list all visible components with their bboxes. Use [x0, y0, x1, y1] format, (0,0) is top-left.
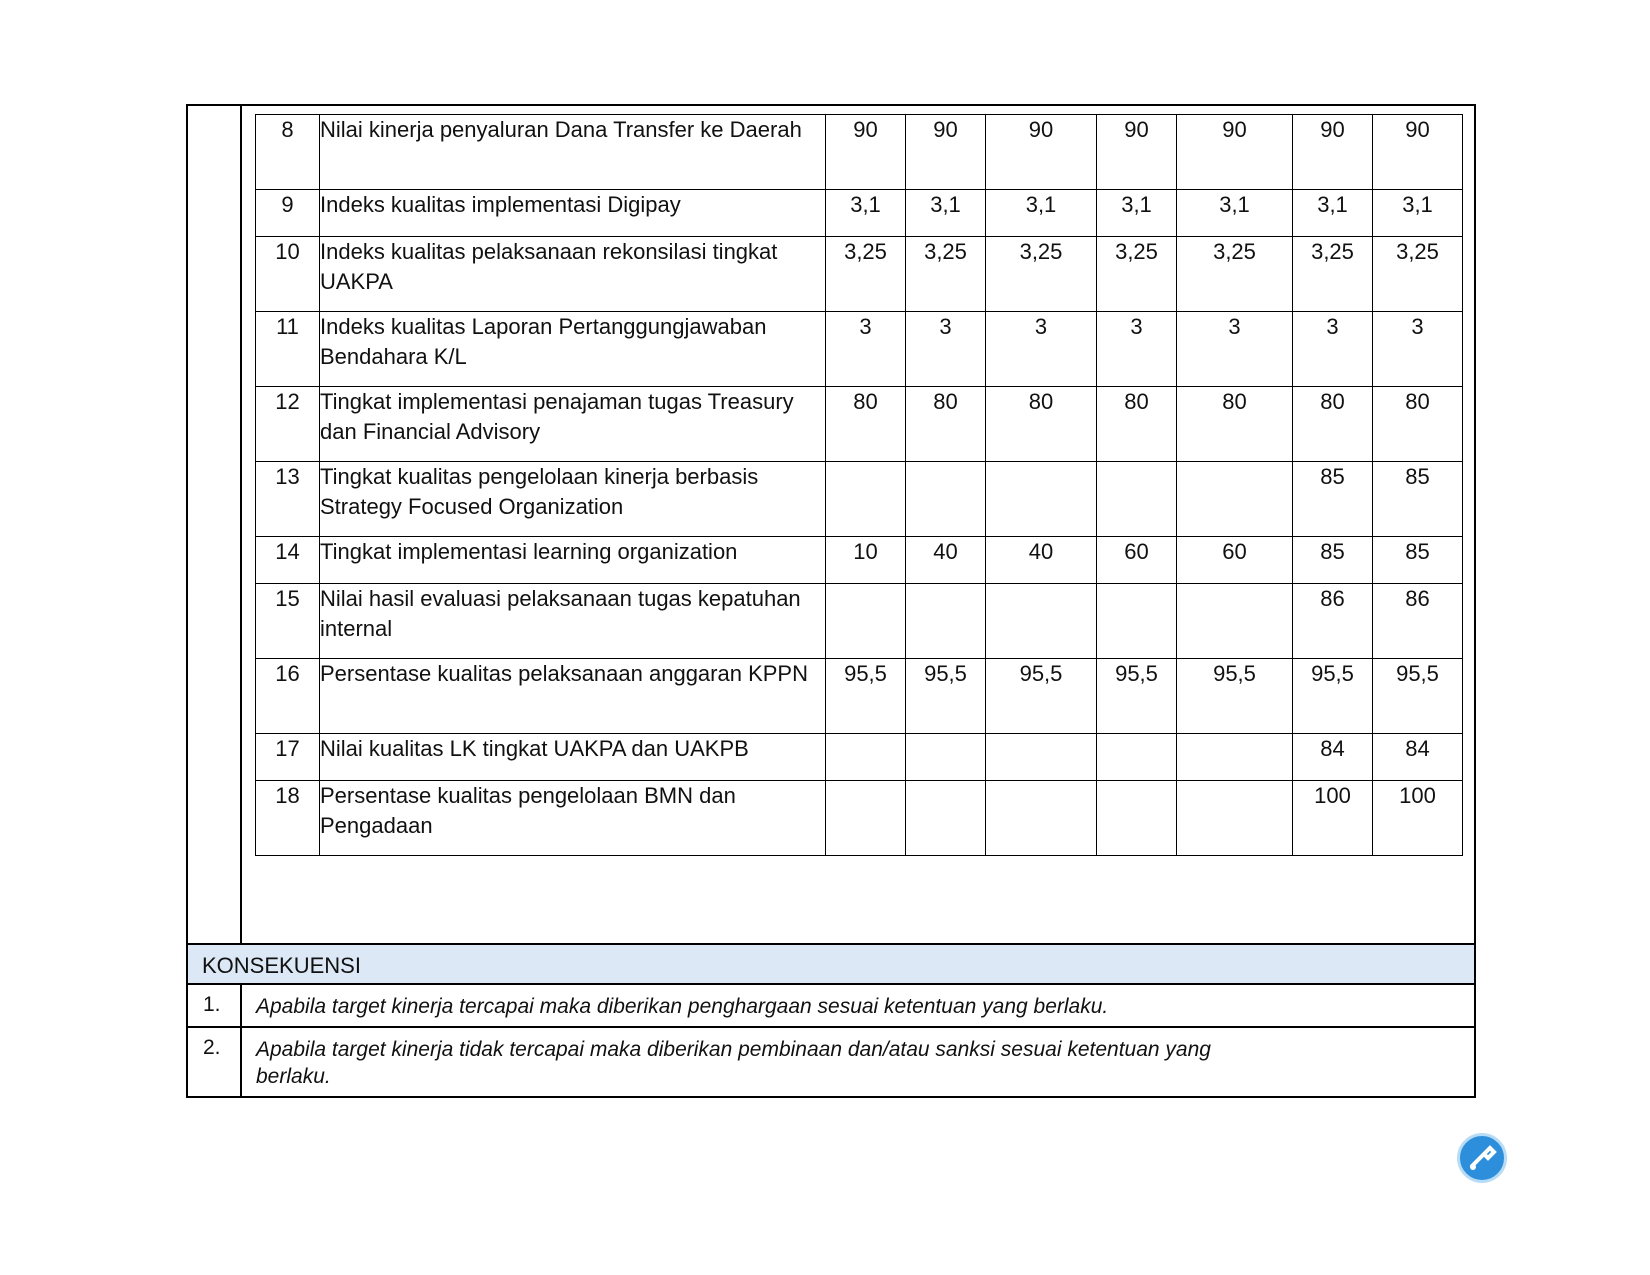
konsekuensi-item [188, 985, 1474, 1028]
target-value: 3 [1097, 312, 1177, 387]
target-value: 95,5 [1177, 659, 1293, 734]
target-value [906, 462, 986, 537]
table-row [256, 312, 1463, 387]
target-value: 80 [826, 387, 906, 462]
indicator-description: Persentase kualitas pelaksanaan anggaran KPPN [320, 659, 826, 734]
target-value [906, 734, 986, 781]
target-value [986, 734, 1097, 781]
target-value [1177, 584, 1293, 659]
row-number: 13 [256, 462, 320, 537]
item-text: Apabila target kinerja tidak tercapai maka diberikan pembinaan dan/atau sanksi sesuai ketentuan yang berlaku. [256, 1038, 1211, 1088]
konsekuensi-title: KONSEKUENSI [202, 953, 361, 978]
target-value: 85 [1373, 537, 1463, 584]
target-value: 40 [906, 537, 986, 584]
target-value [826, 462, 906, 537]
target-value: 86 [1373, 584, 1463, 659]
target-value: 90 [1373, 115, 1463, 190]
row-number: 18 [256, 781, 320, 856]
target-value: 3,25 [906, 237, 986, 312]
row-number: 17 [256, 734, 320, 781]
target-value: 80 [906, 387, 986, 462]
tools-icon [1457, 1133, 1507, 1183]
konsekuensi-item [188, 1028, 1474, 1096]
target-value: 95,5 [906, 659, 986, 734]
target-value: 86 [1293, 584, 1373, 659]
indicator-description: Tingkat implementasi learning organization [320, 537, 826, 584]
item-number: 1. [203, 993, 221, 1016]
item-text: Apabila target kinerja tercapai maka diberikan penghargaan sesuai ketentuan yang berlaku. [256, 995, 1109, 1018]
table-row [256, 190, 1463, 237]
item-number: 2. [203, 1036, 221, 1059]
target-value [906, 584, 986, 659]
target-value: 90 [906, 115, 986, 190]
target-value: 95,5 [1293, 659, 1373, 734]
target-value: 90 [986, 115, 1097, 190]
target-value: 80 [1373, 387, 1463, 462]
target-value: 90 [826, 115, 906, 190]
row-number: 10 [256, 237, 320, 312]
target-value: 80 [1097, 387, 1177, 462]
target-value: 85 [1373, 462, 1463, 537]
table-row [256, 734, 1463, 781]
target-value [1097, 734, 1177, 781]
row-number: 14 [256, 537, 320, 584]
column-divider [240, 985, 242, 1026]
konsekuensi-header [188, 943, 1474, 985]
table-row [256, 462, 1463, 537]
target-value: 3 [1293, 312, 1373, 387]
target-value: 3 [906, 312, 986, 387]
target-value [1097, 462, 1177, 537]
target-value [986, 462, 1097, 537]
column-divider [240, 1028, 242, 1096]
indicator-description: Nilai kualitas LK tingkat UAKPA dan UAKPB [320, 734, 826, 781]
target-value [826, 734, 906, 781]
indicator-description: Nilai kinerja penyaluran Dana Transfer ke Daerah [320, 115, 826, 190]
target-value: 95,5 [1097, 659, 1177, 734]
target-value: 95,5 [986, 659, 1097, 734]
target-value [1097, 584, 1177, 659]
target-value: 3,25 [1293, 237, 1373, 312]
table-row [256, 387, 1463, 462]
table-row [256, 537, 1463, 584]
table-row [256, 237, 1463, 312]
target-value: 3,1 [1097, 190, 1177, 237]
target-value [986, 781, 1097, 856]
target-value: 60 [1177, 537, 1293, 584]
target-value: 84 [1373, 734, 1463, 781]
target-value: 84 [1293, 734, 1373, 781]
target-value: 80 [1293, 387, 1373, 462]
table-row [256, 584, 1463, 659]
target-value: 100 [1373, 781, 1463, 856]
target-value: 3,25 [1097, 237, 1177, 312]
target-table [255, 114, 1463, 856]
row-number: 11 [256, 312, 320, 387]
target-value: 85 [1293, 462, 1373, 537]
target-value: 3,1 [1373, 190, 1463, 237]
target-value: 90 [1097, 115, 1177, 190]
indicator-description: Nilai hasil evaluasi pelaksanaan tugas kepatuhan internal [320, 584, 826, 659]
target-value [986, 584, 1097, 659]
target-value [1097, 781, 1177, 856]
target-value: 100 [1293, 781, 1373, 856]
left-column-divider [240, 106, 242, 943]
target-value: 3,1 [826, 190, 906, 237]
target-value: 10 [826, 537, 906, 584]
target-value [1177, 781, 1293, 856]
row-number: 15 [256, 584, 320, 659]
target-value: 90 [1293, 115, 1373, 190]
target-value: 3,1 [906, 190, 986, 237]
indicator-description: Indeks kualitas Laporan Pertanggungjawaban Bendahara K/L [320, 312, 826, 387]
target-value: 3,1 [1293, 190, 1373, 237]
target-value: 80 [986, 387, 1097, 462]
target-value: 3,25 [1373, 237, 1463, 312]
row-number: 8 [256, 115, 320, 190]
table-row [256, 781, 1463, 856]
indicator-description: Indeks kualitas pelaksanaan rekonsilasi tingkat UAKPA [320, 237, 826, 312]
target-value: 3,25 [1177, 237, 1293, 312]
indicator-description: Indeks kualitas implementasi Digipay [320, 190, 826, 237]
target-value: 80 [1177, 387, 1293, 462]
row-number: 12 [256, 387, 320, 462]
document-frame [186, 104, 1476, 1098]
target-value: 3,1 [1177, 190, 1293, 237]
target-value: 3 [986, 312, 1097, 387]
target-value [1177, 462, 1293, 537]
target-value: 3,25 [826, 237, 906, 312]
target-value: 40 [986, 537, 1097, 584]
target-value: 85 [1293, 537, 1373, 584]
target-value: 95,5 [826, 659, 906, 734]
indicator-description: Tingkat implementasi penajaman tugas Treasury dan Financial Advisory [320, 387, 826, 462]
table-row [256, 115, 1463, 190]
target-value [826, 584, 906, 659]
target-value: 3,25 [986, 237, 1097, 312]
target-value: 95,5 [1373, 659, 1463, 734]
indicator-description: Tingkat kualitas pengelolaan kinerja berbasis Strategy Focused Organization [320, 462, 826, 537]
target-value [826, 781, 906, 856]
target-value: 60 [1097, 537, 1177, 584]
target-value [906, 781, 986, 856]
target-value [1177, 734, 1293, 781]
target-value: 3 [1177, 312, 1293, 387]
target-value: 3 [826, 312, 906, 387]
row-number: 16 [256, 659, 320, 734]
indicator-description: Persentase kualitas pengelolaan BMN dan Pengadaan [320, 781, 826, 856]
row-number: 9 [256, 190, 320, 237]
target-value: 90 [1177, 115, 1293, 190]
target-value: 3,1 [986, 190, 1097, 237]
target-value: 3 [1373, 312, 1463, 387]
table-row [256, 659, 1463, 734]
